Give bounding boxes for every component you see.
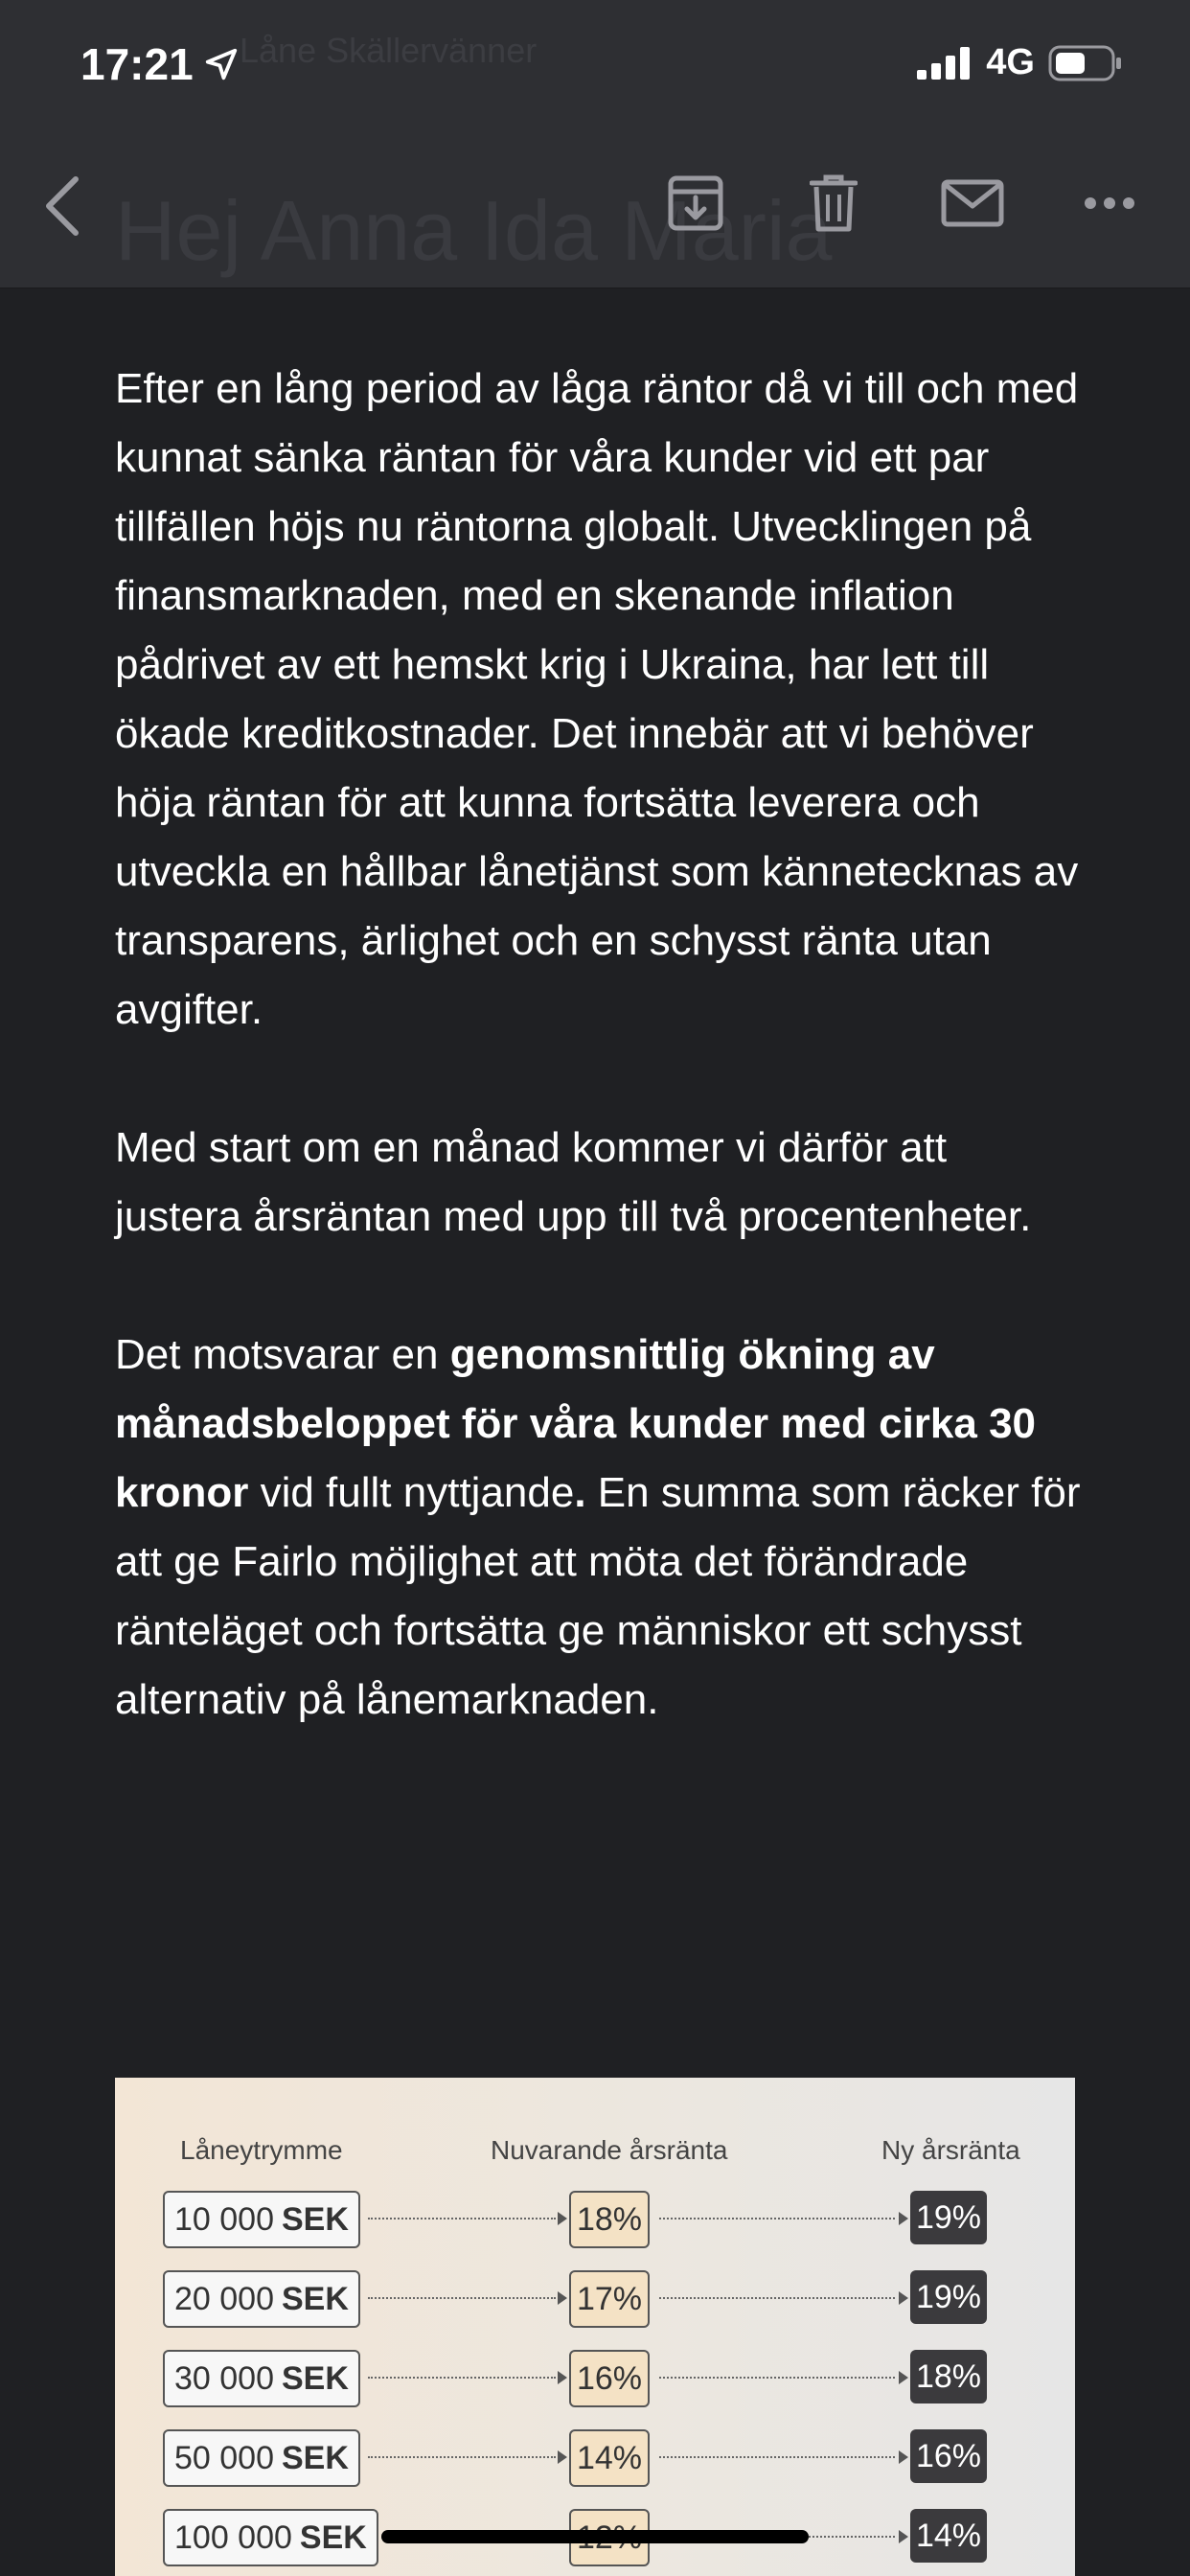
arrowhead-icon: [558, 2291, 567, 2305]
dotted-connector: [659, 2218, 895, 2220]
loan-amount-unit: SEK: [282, 2280, 349, 2317]
back-chevron-icon[interactable]: [38, 172, 86, 240]
loan-amount-box: [163, 2429, 360, 2487]
header-amount: Låneytrymme: [180, 2135, 343, 2165]
email-paragraph-3: [115, 1321, 1083, 1735]
status-time: [80, 38, 240, 90]
dotted-connector: [659, 2456, 895, 2458]
dotted-connector: [368, 2377, 556, 2379]
p3-text-a: Det motsvarar en: [115, 1331, 450, 1378]
loan-amount-value: 100 000: [174, 2518, 292, 2556]
loan-amount-value: 10 000: [174, 2200, 274, 2238]
p3-text-b: vid fullt nyttjande: [248, 1469, 575, 1516]
loan-amount-box: [163, 2270, 360, 2328]
loan-amount-unit: SEK: [282, 2359, 349, 2397]
rate-row: [115, 2191, 1075, 2248]
new-rate-box: 16%: [910, 2429, 987, 2483]
dotted-connector: [368, 2297, 556, 2299]
loan-amount-value: 20 000: [174, 2280, 274, 2317]
rate-table-image: [115, 2078, 1075, 2576]
arrowhead-icon: [899, 2291, 908, 2305]
battery-icon: [1048, 45, 1123, 81]
mail-icon[interactable]: [939, 172, 1006, 234]
status-indicators: [917, 42, 1123, 83]
current-rate-box: 14%: [569, 2429, 650, 2487]
arrowhead-icon: [899, 2371, 908, 2384]
loan-amount-value: 30 000: [174, 2359, 274, 2397]
archive-icon[interactable]: [665, 172, 726, 234]
new-rate-box: 14%: [910, 2509, 987, 2563]
dotted-connector: [659, 2377, 895, 2379]
new-rate-box: 19%: [910, 2191, 987, 2244]
arrowhead-icon: [558, 2450, 567, 2464]
more-icon[interactable]: [1081, 172, 1138, 234]
dotted-connector: [368, 2218, 556, 2220]
rate-row: [115, 2429, 1075, 2487]
dotted-connector: [659, 2297, 895, 2299]
loan-amount-unit: SEK: [282, 2200, 349, 2238]
rate-row: [115, 2270, 1075, 2328]
status-time-label: 17:21: [80, 39, 194, 89]
cellular-signal-icon: [917, 47, 973, 80]
loan-amount-box: [163, 2509, 378, 2566]
arrowhead-icon: [558, 2371, 567, 2384]
email-paragraph-2: Med start om en månad kommer vi därför att justera årsräntan med upp till två procentenheter.: [115, 1124, 1032, 1240]
network-type: 4G: [986, 42, 1035, 82]
arrowhead-icon: [899, 2450, 908, 2464]
p3-bold-text: genomsnittlig ökning av månadsbeloppet för våra kunder med cirka 30 kronor: [115, 1331, 1037, 1516]
ghost-subject-title: Hej Anna Ida Maria: [115, 183, 833, 278]
arrowhead-icon: [899, 2530, 908, 2543]
loan-amount-box: [163, 2350, 360, 2407]
loan-amount-value: 50 000: [174, 2439, 274, 2476]
arrowhead-icon: [899, 2212, 908, 2225]
email-paragraph-1: Efter en lång period av låga räntor då vi till och med kunnat sänka räntan för våra kunder vid ett par tillfällen höjs nu räntorna globalt. Utvecklingen på finansmarknaden, med en skenande inflation pådrivet av ett hemskt krig i Ukraina, har lett till ökade kreditkostnader. Det innebär att vi behöver höja räntan för att kunna fortsätta leverera och utveckla en hållbar lånetjänst som kännetecknas av transparens, ärlighet och en schysst ränta utan avgifter.: [115, 365, 1079, 1033]
top-toolbar: [0, 0, 1190, 288]
dotted-connector: [368, 2456, 556, 2458]
header-new-rate: Ny årsränta: [881, 2135, 1020, 2165]
rate-row: [115, 2350, 1075, 2407]
loan-amount-unit: SEK: [299, 2518, 367, 2556]
location-arrow-icon: [203, 46, 240, 82]
loan-amount-box: [163, 2191, 360, 2248]
trash-icon[interactable]: [807, 172, 860, 234]
current-rate-box: 16%: [569, 2350, 650, 2407]
p3-bold-dot: .: [574, 1469, 586, 1516]
home-indicator[interactable]: [381, 2530, 809, 2543]
new-rate-box: 18%: [910, 2350, 987, 2404]
arrowhead-icon: [558, 2212, 567, 2225]
loan-amount-unit: SEK: [282, 2439, 349, 2476]
email-body: [115, 355, 1083, 1804]
ghost-sender-text: Låne Skällervänner: [240, 31, 538, 70]
header-current-rate: Nuvarande årsränta: [491, 2135, 728, 2165]
current-rate-box: 17%: [569, 2270, 650, 2328]
current-rate-box: 18%: [569, 2191, 650, 2248]
new-rate-box: 19%: [910, 2270, 987, 2324]
p3-text-c: En summa som räcker för att ge Fairlo möjlighet att möta det förändrade ränteläget och fortsätta ge människor ett schysst alternativ på lånemarknaden.: [115, 1469, 1081, 1723]
